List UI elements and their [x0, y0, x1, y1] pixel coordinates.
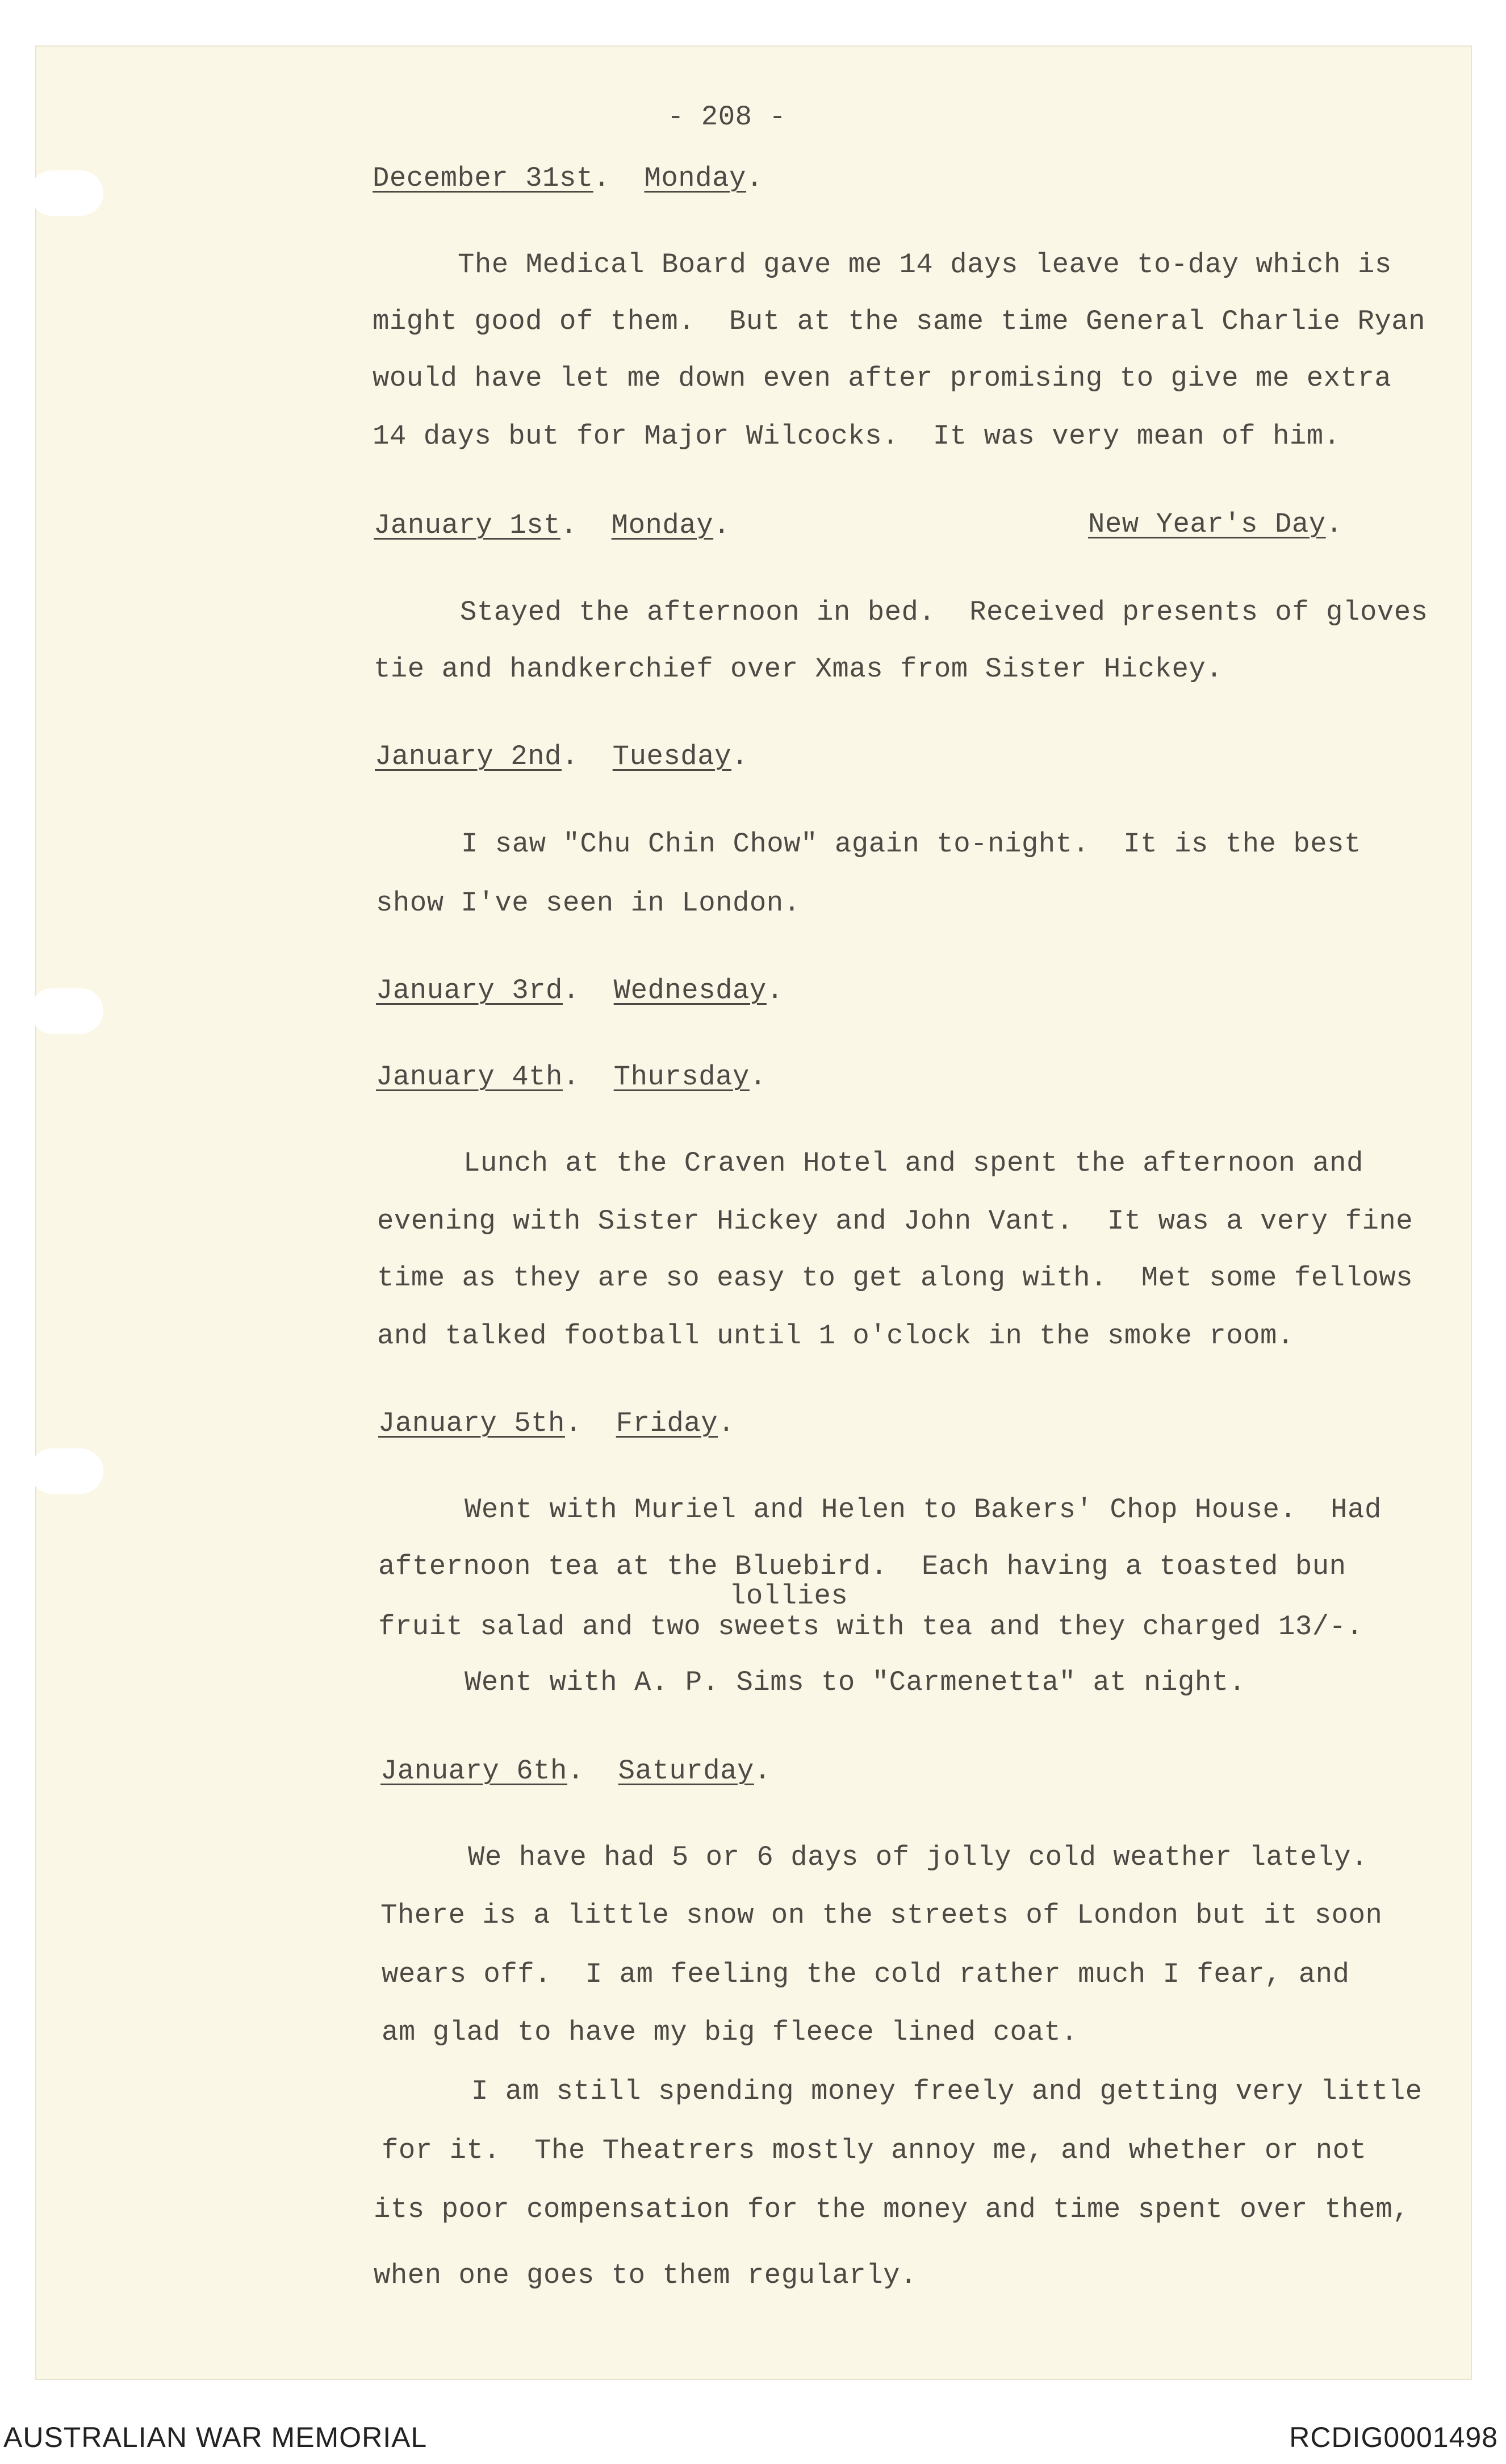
entry-line: show I've seen in London.	[376, 887, 801, 919]
entry-line: its poor compensation for the money and time spent over them,	[374, 2194, 1410, 2225]
entry-date: January 3rd	[376, 975, 563, 1007]
entry-line: Stayed the afternoon in bed. Received presents of gloves	[460, 596, 1428, 628]
entry-heading: January 3rd. Wednesday.	[376, 975, 784, 1007]
entry-day: Monday	[611, 509, 714, 541]
holiday-note: New Year's Day.	[1088, 508, 1343, 540]
entry-heading: January 4th. Thursday.	[376, 1061, 767, 1093]
entry-line: Lunch at the Craven Hotel and spent the afternoon and	[463, 1147, 1363, 1179]
entry-heading: January 6th. Saturday.	[380, 1755, 771, 1787]
entry-date: January 1st	[374, 509, 560, 541]
entry-heading: January 1st. Monday.	[374, 509, 731, 541]
entry-line: I saw "Chu Chin Chow" again to-night. It is the best	[461, 828, 1361, 860]
entry-day: Thursday	[613, 1061, 750, 1093]
entry-date: January 2nd	[375, 741, 562, 772]
page-number: - 208 -	[667, 101, 787, 133]
entry-line: am glad to have my big fleece lined coat.	[382, 2016, 1078, 2048]
archive-id: RCDIG0001498	[1289, 2421, 1498, 2453]
entry-line: 14 days but for Major Wilcocks. It was very mean of him.	[373, 420, 1341, 452]
punch-hole	[30, 170, 103, 216]
entry-day: Saturday	[618, 1755, 754, 1787]
entry-date: December 31st	[373, 162, 593, 194]
entry-line: Went with A. P. Sims to "Carmenetta" at night.	[465, 1667, 1246, 1698]
punch-hole	[30, 1448, 103, 1494]
archive-credit: AUSTRALIAN WAR MEMORIAL	[3, 2421, 428, 2453]
entry-line: might good of them. But at the same time General Charlie Ryan	[373, 306, 1426, 337]
entry-line: evening with Sister Hickey and John Vant. It was a very fine	[377, 1205, 1413, 1237]
entry-line: time as they are so easy to get along with. Met some fellows	[377, 1262, 1413, 1294]
entry-heading: December 31st. Monday.	[373, 162, 763, 194]
entry-line: The Medical Board gave me 14 days leave to-day which is	[458, 249, 1392, 281]
entry-line: There is a little snow on the streets of London but it soon	[380, 1899, 1383, 1931]
interlinear-insertion: lollies	[729, 1580, 848, 1612]
entry-line: and talked football until 1 o'clock in the smoke room.	[377, 1320, 1294, 1352]
entry-day: Monday	[644, 162, 746, 194]
entry-day: Tuesday	[612, 741, 732, 772]
punch-hole	[30, 988, 103, 1034]
entry-line: We have had 5 or 6 days of jolly cold weather lately.	[468, 1841, 1368, 1873]
entry-line: fruit salad and two sweets with tea and they charged 13/-.	[378, 1611, 1363, 1643]
entry-line: for it. The Theatrers mostly annoy me, and whether or not	[382, 2135, 1367, 2166]
entry-heading: January 2nd. Tuesday.	[375, 741, 748, 772]
entry-date: January 4th	[376, 1061, 563, 1093]
entry-date: January 6th	[380, 1755, 567, 1787]
entry-line: would have let me down even after promising to give me extra	[373, 362, 1392, 394]
entry-line: wears off. I am feeling the cold rather much I fear, and	[382, 1958, 1350, 1990]
entry-line: afternoon tea at the Bluebird. Each having a toasted bun	[378, 1551, 1346, 1582]
entry-day: Wednesday	[613, 975, 767, 1007]
entry-line: I am still spending money freely and getting very little	[471, 2075, 1423, 2107]
entry-line: Went with Muriel and Helen to Bakers' Chop House. Had	[465, 1494, 1382, 1526]
entry-line: tie and handkerchief over Xmas from Sister Hickey.	[374, 653, 1223, 685]
entry-date: January 5th	[378, 1408, 565, 1439]
entry-day: Friday	[616, 1408, 718, 1439]
entry-heading: January 5th. Friday.	[378, 1408, 735, 1439]
entry-line: when one goes to them regularly.	[374, 2260, 917, 2291]
